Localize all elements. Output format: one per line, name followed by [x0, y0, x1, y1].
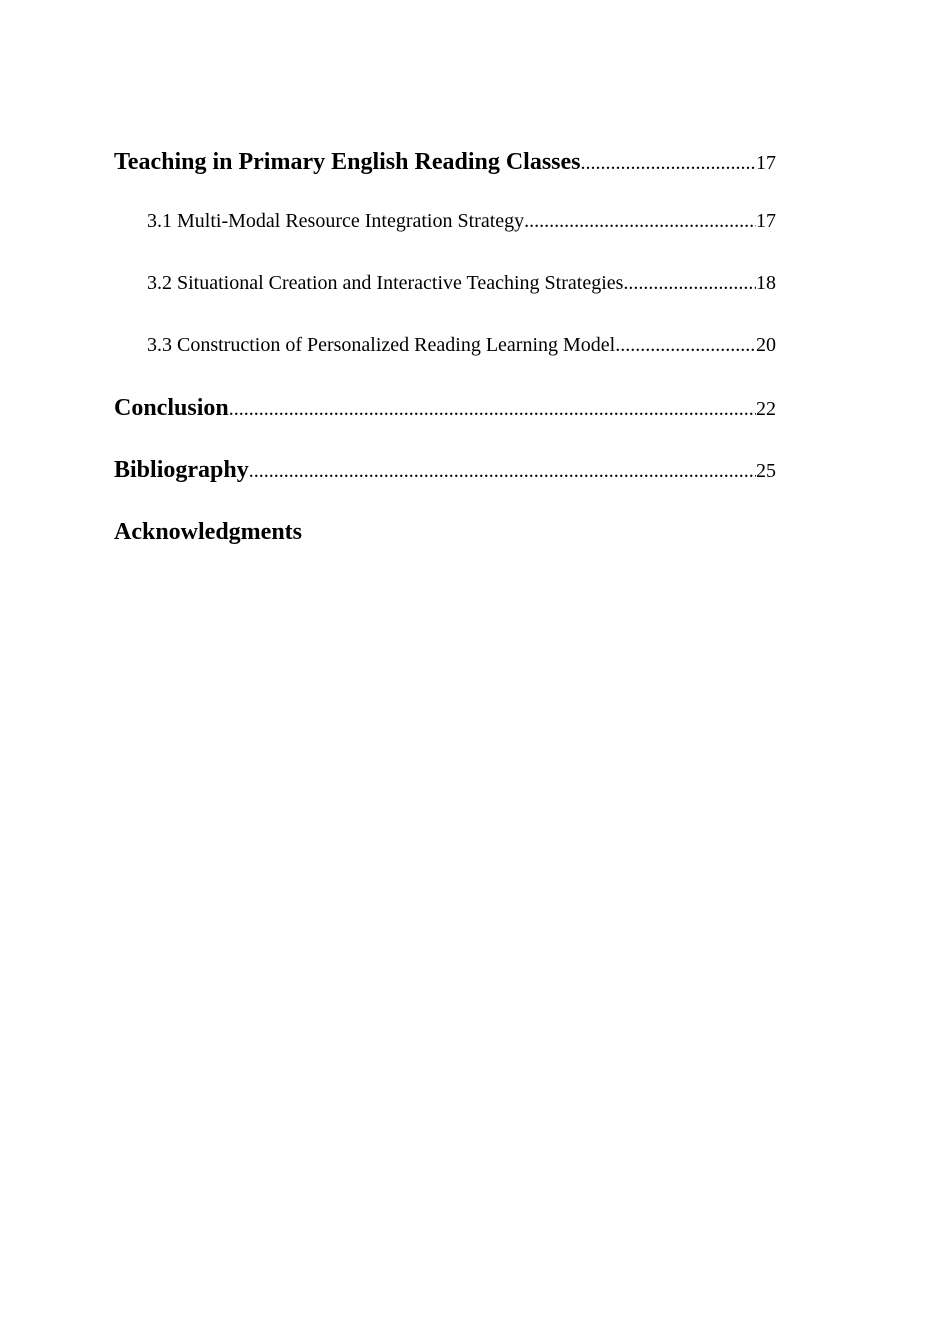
toc-entry-teaching-reading-classes[interactable] [114, 140, 776, 196]
toc-entry-title: Bibliography [114, 457, 249, 483]
toc-entry-title: 3.3 Construction of Personalized Reading Learning Model [147, 334, 616, 356]
dot-leader [249, 449, 756, 493]
table-of-contents [114, 140, 776, 572]
toc-page-number: 17 [756, 152, 776, 174]
dot-leader [623, 258, 756, 308]
toc-entry-3-3[interactable] [114, 320, 776, 382]
toc-entry-3-2[interactable] [114, 258, 776, 320]
toc-entry-title: 3.1 Multi-Modal Resource Integration Strategy [147, 210, 525, 232]
toc-entry-conclusion[interactable] [114, 386, 776, 448]
toc-page-number: 18 [756, 272, 776, 294]
toc-entry-title: Acknowledgments [114, 519, 303, 545]
toc-page-number: 25 [756, 460, 776, 482]
dot-leader [229, 387, 756, 431]
dot-leader [524, 196, 756, 246]
toc-entry-title: 3.2 Situational Creation and Interactive Teaching Strategies [147, 272, 624, 294]
toc-entry-3-1[interactable] [114, 196, 776, 258]
dot-leader [615, 320, 756, 370]
toc-entry-acknowledgments[interactable] [114, 510, 776, 572]
toc-page-number: 17 [756, 210, 776, 232]
dot-leader [581, 141, 756, 185]
toc-page-number: 20 [756, 334, 776, 356]
toc-page-number: 22 [756, 398, 776, 420]
toc-entry-title: Teaching in Primary English Reading Classes [114, 149, 581, 175]
toc-entry-title: Conclusion [114, 395, 229, 421]
toc-entry-bibliography[interactable] [114, 448, 776, 510]
